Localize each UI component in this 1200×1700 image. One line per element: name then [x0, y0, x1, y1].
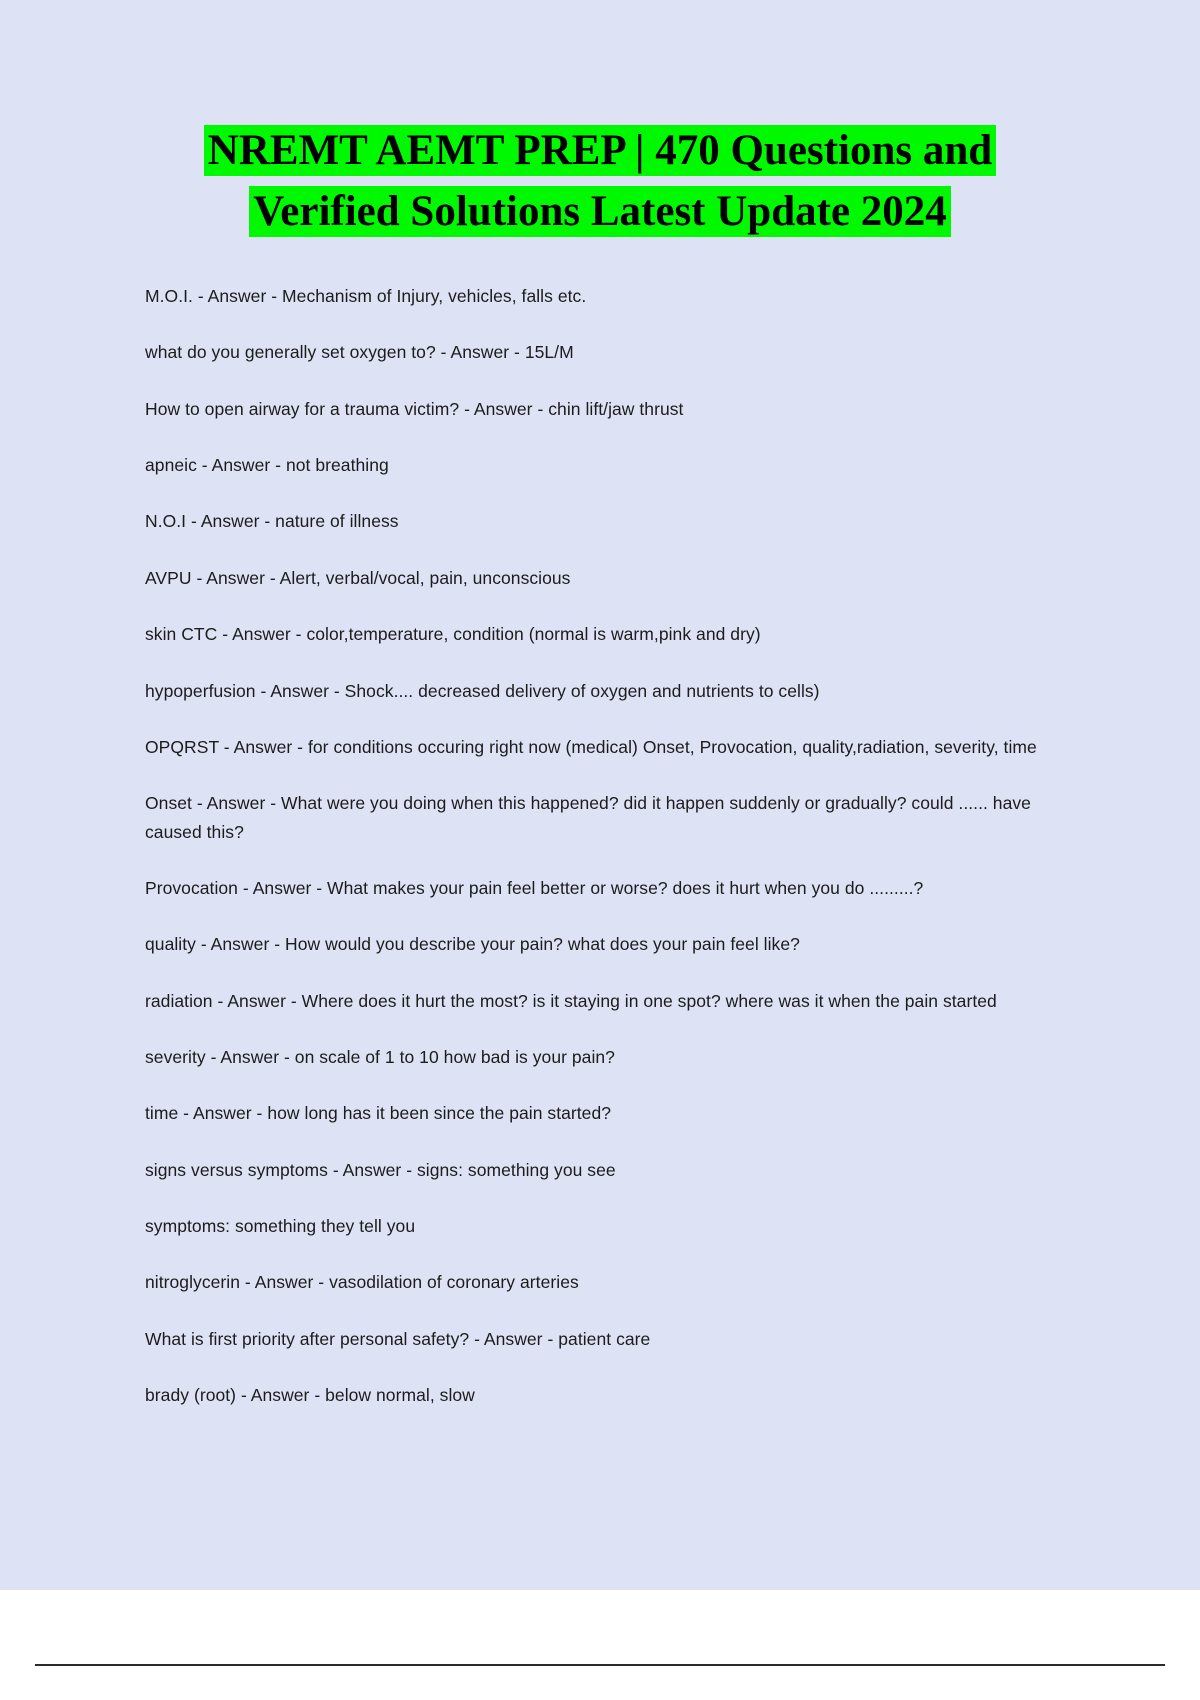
qa-entry: Onset - Answer - What were you doing when this happened? did it happen suddenly or gradually? could ...... have caused this?	[145, 793, 1031, 842]
footer-divider	[35, 1664, 1165, 1666]
qa-entry: radiation - Answer - Where does it hurt the most? is it staying in one spot? where was it when the pain started	[145, 990, 997, 1011]
qa-entry: what do you generally set oxygen to? - Answer - 15L/M	[145, 342, 574, 363]
qa-entry: nitroglycerin - Answer - vasodilation of coronary arteries	[145, 1272, 579, 1293]
qa-entry: time - Answer - how long has it been since the pain started?	[145, 1103, 612, 1124]
qa-entry: Provocation - Answer - What makes your pain feel better or worse? does it hurt when you do .........?	[145, 877, 924, 898]
qa-entry: brady (root) - Answer - below normal, slow	[145, 1384, 475, 1405]
qa-entry: severity - Answer - on scale of 1 to 10 how bad is your pain?	[145, 1046, 615, 1067]
document-content	[145, 120, 1055, 1409]
qa-entry: apneic - Answer - not breathing	[145, 455, 389, 476]
qa-entry: symptoms: something they tell you	[145, 1215, 416, 1236]
question-answer-list	[145, 282, 1055, 1409]
qa-entry: What is first priority after personal safety? - Answer - patient care	[145, 1328, 651, 1349]
page-title-line-2: Verified Solutions Latest Update 2024	[249, 186, 951, 237]
qa-entry: signs versus symptoms - Answer - signs: something you see	[145, 1159, 616, 1180]
qa-entry: skin CTC - Answer - color,temperature, condition (normal is warm,pink and dry)	[145, 624, 761, 645]
page-bottom-margin	[0, 1590, 1200, 1700]
page-title-line-1: NREMT AEMT PREP | 470 Questions and	[204, 125, 996, 176]
qa-entry: hypoperfusion - Answer - Shock.... decreased delivery of oxygen and nutrients to cells)	[145, 680, 820, 701]
qa-entry: OPQRST - Answer - for conditions occuring right now (medical) Onset, Provocation, quality,radiation, severity, time	[145, 736, 1037, 757]
qa-entry: How to open airway for a trauma victim? - Answer - chin lift/jaw thrust	[145, 398, 684, 419]
page-title	[145, 120, 1055, 242]
qa-entry: N.O.I - Answer - nature of illness	[145, 511, 399, 532]
qa-entry: quality - Answer - How would you describe your pain? what does your pain feel like?	[145, 934, 800, 955]
qa-entry: AVPU - Answer - Alert, verbal/vocal, pain, unconscious	[145, 567, 571, 588]
qa-entry: M.O.I. - Answer - Mechanism of Injury, vehicles, falls etc.	[145, 286, 587, 307]
